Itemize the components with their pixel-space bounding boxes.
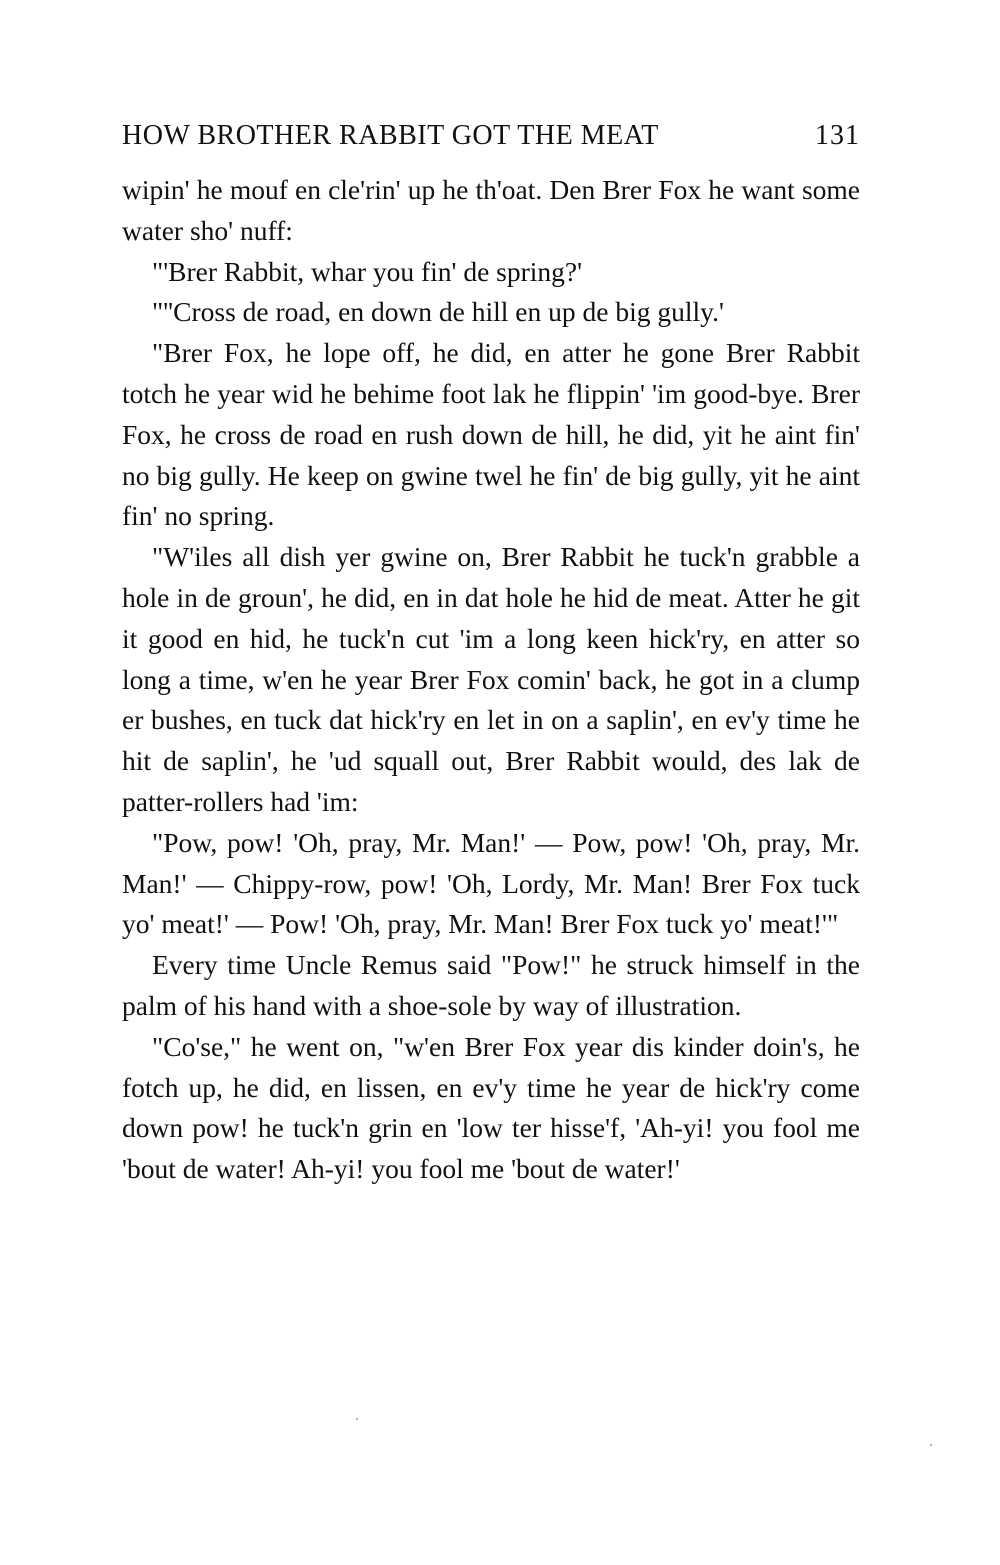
paragraph-1: wipin' he mouf en cle'rin' up he th'oat. Den Brer Fox he want some water sho' nuff: [122, 174, 860, 246]
paragraph-6: "Pow, pow! 'Oh, pray, Mr. Man!' — Pow, pow! 'Oh, pray, Mr. Man!' — Chippy-row, pow! 'Oh, Lordy, Mr. Man! Brer Fox tuck yo' meat!' — Pow! 'Oh, pray, Mr. Man! Brer Fox tuck yo' meat!'" [122, 826, 860, 940]
book-page [122, 116, 860, 1190]
paragraph-7: Every time Uncle Remus said "Pow!" he struck himself in the palm of his hand with a shoe-sole by way of illustration. [122, 949, 860, 1021]
running-head [122, 116, 860, 156]
page-number: 131 [815, 120, 860, 151]
body-text [122, 170, 860, 1190]
paragraph-4: "Brer Fox, he lope off, he did, en atter he gone Brer Rabbit totch he year wid he behime foot lak he flippin' 'im good-bye. Brer Fox, he cross de road en rush down de hill, he did, yit he aint fin' no big gully. He keep on gwine twel he fin' de big gully, yit he aint fin' no spring. [122, 337, 860, 532]
paragraph-8: "Co'se," he went on, "w'en Brer Fox year dis kinder doin's, he fotch up, he did, en lissen, en ev'y time he year de hick'ry come down pow! he tuck'n grin en 'low ter hisse'f, 'Ah-yi! you fool me 'bout de water! Ah-yi! you fool me 'bout de water!' [122, 1030, 860, 1185]
paragraph-5: "W'iles all dish yer gwine on, Brer Rabbit he tuck'n grabble a hole in de groun', he did, en in dat hole he hid de meat. Atter he git it good en hid, he tuck'n cut 'im a long keen hick'ry, en atter so long a time, w'en he year Brer Fox comin' back, he got in a clump er bushes, en tuck dat hick'ry en let in on a saplin', en ev'y time he hit de saplin', he 'ud squall out, Brer Rabbit would, des lak de patter-rollers had 'im: [122, 541, 860, 817]
speck-mark [930, 1444, 932, 1446]
speck-mark [356, 1418, 358, 1420]
paragraph-2: "'Brer Rabbit, whar you fin' de spring?' [152, 255, 583, 287]
running-title: HOW BROTHER RABBIT GOT THE MEAT [122, 120, 659, 151]
paragraph-3: "''Cross de road, en down de hill en up de big gully.' [152, 296, 724, 328]
